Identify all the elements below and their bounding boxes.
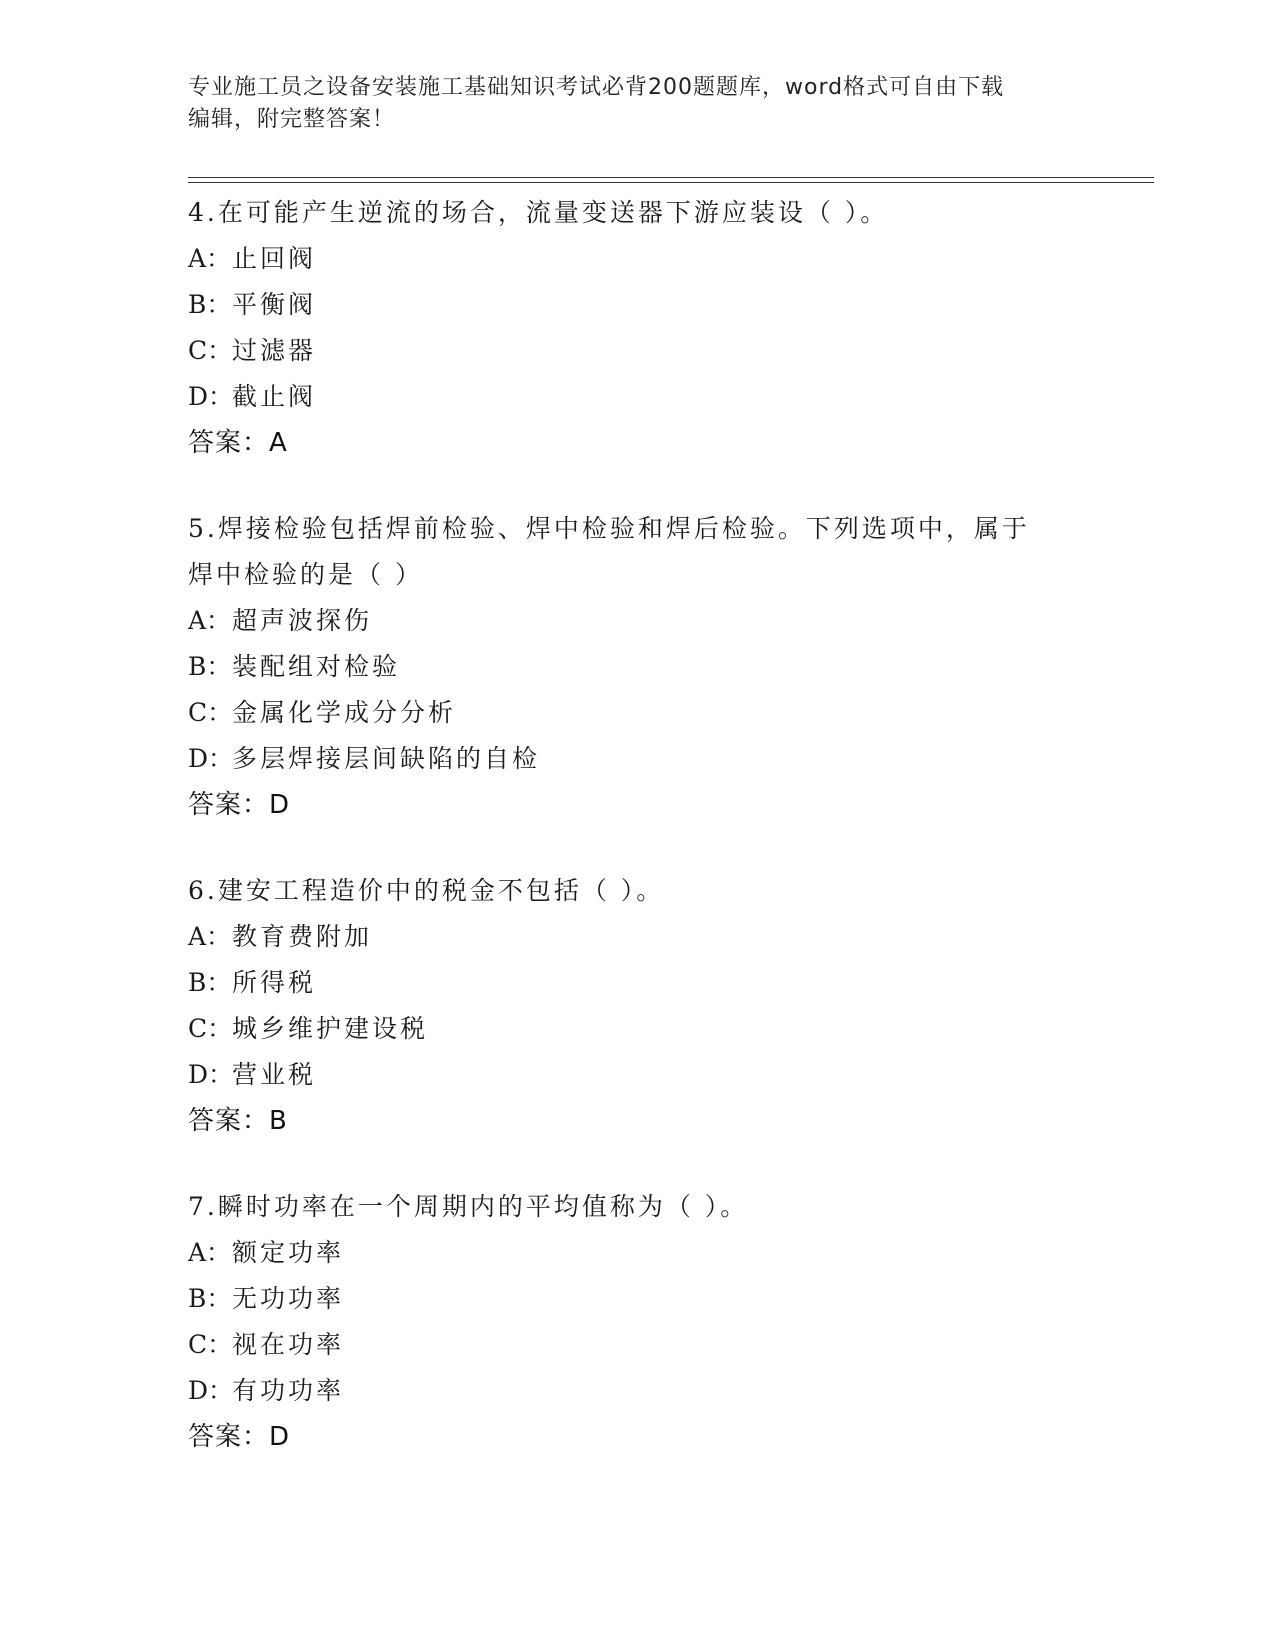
question-stem: 7.瞬时功率在一个周期内的平均值称为（ ）。 — [188, 1192, 749, 1221]
option-text: 超声波探伤 — [232, 606, 373, 635]
question-stem: 4.在可能产生逆流的场合，流量变送器下游应装设（ ）。 — [188, 198, 889, 227]
option-key: B： — [188, 968, 232, 997]
header-divider-bottom — [188, 182, 1154, 183]
question-stem-line-1: 5.焊接检验包括焊前检验、焊中检验和焊后检验。下列选项中，属于 — [188, 514, 1030, 543]
option-b — [188, 1276, 1108, 1322]
option-key: B： — [188, 652, 232, 681]
question-4 — [188, 190, 1108, 466]
option-key: A： — [188, 922, 232, 951]
option-a — [188, 598, 1108, 644]
option-text: 多层焊接层间缺陷的自检 — [232, 744, 541, 773]
option-key: C： — [188, 336, 233, 365]
option-key: C： — [188, 1014, 233, 1043]
question-stem: 6.建安工程造价中的税金不包括（ ）。 — [188, 876, 665, 905]
option-d — [188, 736, 1108, 782]
option-text: 止回阀 — [232, 244, 317, 273]
option-c — [188, 690, 1108, 736]
option-key: A： — [188, 1238, 232, 1267]
question-5 — [188, 506, 1108, 828]
option-b — [188, 960, 1108, 1006]
option-d — [188, 374, 1108, 420]
answer-line: 答案：D — [188, 790, 291, 820]
option-d — [188, 1368, 1108, 1414]
option-a — [188, 236, 1108, 282]
option-key: D： — [188, 744, 234, 773]
option-text: 装配组对检验 — [232, 652, 401, 681]
option-text: 城乡维护建设税 — [232, 1014, 429, 1043]
option-a — [188, 914, 1108, 960]
option-d — [188, 1052, 1108, 1098]
option-text: 教育费附加 — [232, 922, 373, 951]
question-stem-line-2: 焊中检验的是（ ） — [188, 560, 423, 589]
option-key: D： — [188, 1376, 234, 1405]
option-text: 金属化学成分分析 — [232, 698, 457, 727]
header-divider-top — [188, 177, 1154, 178]
option-c — [188, 1006, 1108, 1052]
answer-line: 答案：A — [188, 428, 288, 458]
option-key: D： — [188, 1060, 234, 1089]
option-key: D： — [188, 382, 234, 411]
option-text: 额定功率 — [232, 1238, 345, 1267]
option-text: 过滤器 — [232, 336, 317, 365]
option-key: A： — [188, 244, 232, 273]
option-a — [188, 1230, 1108, 1276]
option-key: B： — [188, 1284, 232, 1313]
question-6 — [188, 868, 1108, 1144]
option-key: C： — [188, 1330, 233, 1359]
option-text: 所得税 — [232, 968, 317, 997]
option-text: 视在功率 — [232, 1330, 345, 1359]
option-key: C： — [188, 698, 233, 727]
option-b — [188, 282, 1108, 328]
option-text: 营业税 — [232, 1060, 317, 1089]
answer-line: 答案：B — [188, 1106, 288, 1136]
option-text: 平衡阀 — [232, 290, 317, 319]
option-text: 截止阀 — [232, 382, 317, 411]
option-text: 有功功率 — [232, 1376, 345, 1405]
option-c — [188, 328, 1108, 374]
option-key: A： — [188, 606, 232, 635]
option-c — [188, 1322, 1108, 1368]
document-header — [188, 72, 1088, 136]
answer-line: 答案：D — [188, 1422, 291, 1452]
header-line-2: 编辑，附完整答案！ — [188, 107, 396, 132]
question-7 — [188, 1184, 1108, 1460]
option-key: B： — [188, 290, 232, 319]
option-b — [188, 644, 1108, 690]
header-line-1: 专业施工员之设备安装施工基础知识考试必背200题题库，word格式可自由下载 — [188, 75, 1005, 100]
question-list — [188, 190, 1108, 1500]
option-text: 无功功率 — [232, 1284, 345, 1313]
